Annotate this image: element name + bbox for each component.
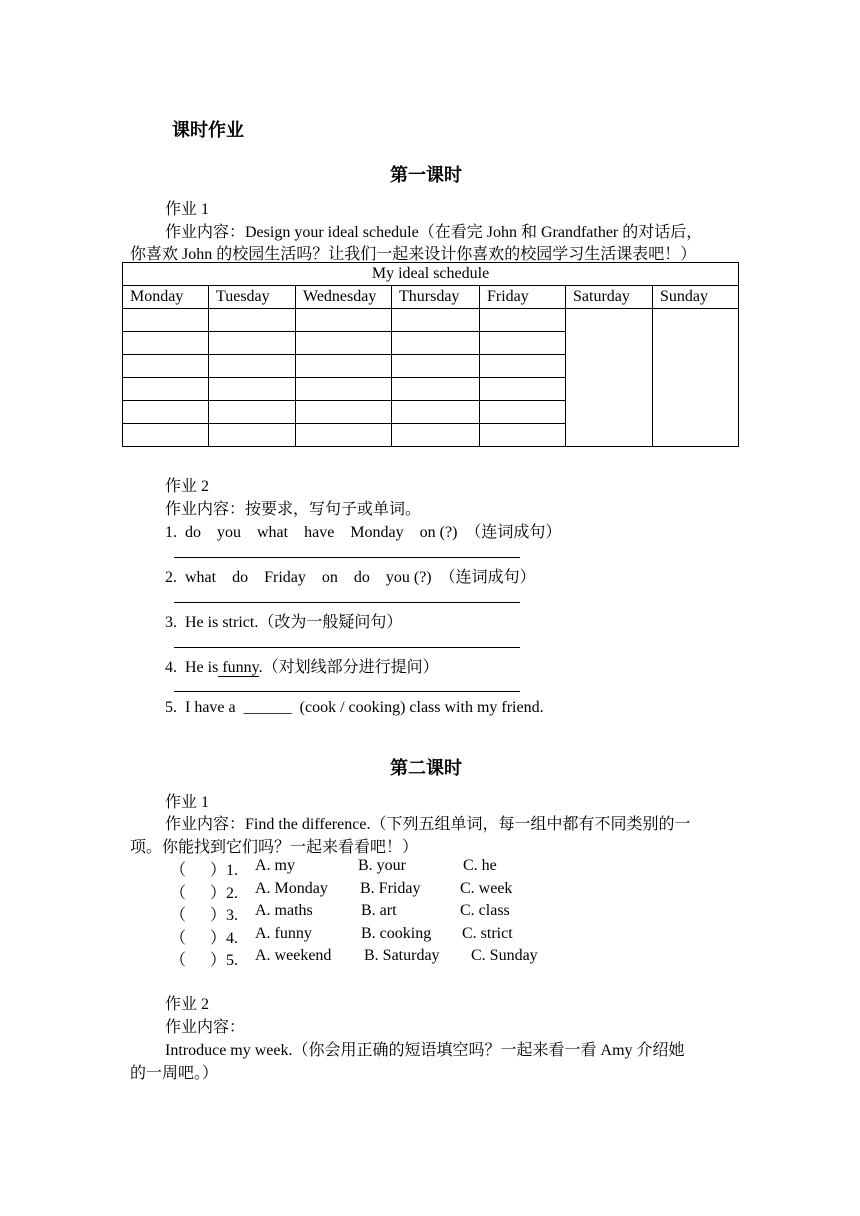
day-header: Wednesday — [296, 286, 392, 309]
schedule-cell[interactable] — [209, 401, 296, 424]
lesson1-hw1-label: 作业 1 — [165, 201, 210, 218]
lesson1-hw2-content: 作业内容：按要求，写句子或单词。 — [165, 501, 422, 518]
lesson2-hw1-content-line1: 作业内容：Find the difference.（下列五组单词，每一组中都有不同类别的一 — [165, 816, 691, 833]
schedule-cell[interactable] — [209, 309, 296, 332]
saturday-cell[interactable] — [566, 309, 653, 447]
schedule-cell[interactable] — [480, 424, 566, 447]
schedule-cell[interactable] — [480, 355, 566, 378]
schedule-cell[interactable] — [296, 355, 392, 378]
question-4-underlined-word: funny — [218, 659, 259, 676]
schedule-cell[interactable] — [123, 355, 209, 378]
schedule-cell[interactable] — [392, 309, 480, 332]
option-a: A. maths — [255, 902, 313, 919]
lesson2-hw2-label: 作业 2 — [165, 996, 210, 1013]
schedule-cell[interactable] — [123, 309, 209, 332]
lesson1-hw2-label: 作业 2 — [165, 478, 210, 495]
question-5-blank[interactable]: ______ — [243, 699, 292, 716]
day-header: Tuesday — [209, 286, 296, 309]
schedule-header-row — [123, 286, 739, 309]
day-header: Thursday — [392, 286, 480, 309]
schedule-cell[interactable] — [209, 355, 296, 378]
lesson2-hw2-intro-line2: 的一周吧。） — [130, 1065, 219, 1082]
item-number: （ ）4. — [170, 930, 239, 947]
option-b: B. Friday — [360, 880, 421, 897]
lesson2-heading: 第二课时 — [390, 758, 462, 778]
schedule-cell[interactable] — [123, 378, 209, 401]
option-a: A. funny — [255, 925, 312, 942]
schedule-cell[interactable] — [392, 355, 480, 378]
question-5-prefix: 5. I have a — [165, 699, 236, 716]
question-3: 3. He is strict.（改为一般疑问句） — [165, 614, 403, 631]
lesson2-hw1-content-line2: 项。你能找到它们吗？一起来看看吧！） — [130, 839, 419, 856]
schedule-cell[interactable] — [296, 309, 392, 332]
schedule-cell[interactable] — [296, 424, 392, 447]
page-title: 课时作业 — [172, 120, 244, 140]
schedule-cell[interactable] — [123, 424, 209, 447]
schedule-cell[interactable] — [392, 424, 480, 447]
option-a: A. Monday — [255, 880, 328, 897]
schedule-cell[interactable] — [123, 332, 209, 355]
question-5 — [165, 699, 544, 717]
item-number: （ ）3. — [170, 907, 239, 924]
schedule-cell[interactable] — [209, 378, 296, 401]
option-b: B. art — [361, 902, 397, 919]
day-header: Friday — [480, 286, 566, 309]
option-b: B. Saturday — [364, 947, 440, 964]
lesson2-hw2-intro-line1: Introduce my week.（你会用正确的短语填空吗？一起来看一看 Amy 介绍她 — [165, 1042, 685, 1059]
lesson2-hw2-content: 作业内容： — [165, 1019, 246, 1036]
option-a: A. my — [255, 857, 295, 874]
option-b: B. cooking — [361, 925, 432, 942]
lesson1-hw1-content-line2: 你喜欢 John 的校园生活吗？让我们一起来设计你喜欢的校园学习生活课表吧！） — [130, 246, 697, 263]
schedule-cell[interactable] — [392, 332, 480, 355]
option-c: C. he — [463, 857, 497, 874]
schedule-cell[interactable] — [123, 401, 209, 424]
question-4 — [165, 654, 439, 677]
item-number: （ ）1. — [170, 862, 239, 879]
schedule-cell[interactable] — [480, 401, 566, 424]
question-4-suffix: .（对划线部分进行提问） — [258, 659, 439, 676]
option-c: C. strict — [462, 925, 513, 942]
item-number: （ ）5. — [170, 952, 239, 969]
option-b: B. your — [358, 857, 406, 874]
schedule-cell[interactable] — [296, 401, 392, 424]
schedule-cell[interactable] — [480, 378, 566, 401]
lesson1-heading: 第一课时 — [390, 165, 462, 185]
sunday-cell[interactable] — [653, 309, 739, 447]
answer-line-1[interactable] — [174, 557, 520, 558]
answer-line-3[interactable] — [174, 647, 520, 648]
day-header: Saturday — [566, 286, 653, 309]
question-4-prefix: 4. He is — [165, 659, 219, 676]
answer-line-2[interactable] — [174, 602, 520, 603]
schedule-cell[interactable] — [296, 332, 392, 355]
option-c: C. class — [460, 902, 510, 919]
schedule-cell[interactable] — [209, 332, 296, 355]
item-number: （ ）2. — [170, 885, 239, 902]
table-row — [123, 309, 739, 332]
day-header: Monday — [123, 286, 209, 309]
schedule-cell[interactable] — [209, 424, 296, 447]
schedule-cell[interactable] — [480, 332, 566, 355]
schedule-cell[interactable] — [392, 401, 480, 424]
question-5-suffix: (cook / cooking) class with my friend. — [299, 699, 544, 716]
schedule-cell[interactable] — [392, 378, 480, 401]
ideal-schedule-table — [122, 262, 739, 447]
answer-line-4[interactable] — [174, 691, 520, 692]
option-a: A. weekend — [255, 947, 332, 964]
option-c: C. week — [460, 880, 513, 897]
lesson1-hw1-content-line1: 作业内容：Design your ideal schedule（在看完 John 和 Grandfather 的对话后， — [165, 224, 703, 241]
schedule-title: My ideal schedule — [123, 263, 739, 286]
day-header: Sunday — [653, 286, 739, 309]
option-c: C. Sunday — [471, 947, 538, 964]
schedule-cell[interactable] — [296, 378, 392, 401]
question-1: 1. do you what have Monday on (?) （连词成句） — [165, 524, 562, 541]
question-2: 2. what do Friday on do you (?) （连词成句） — [165, 569, 536, 586]
lesson2-hw1-label: 作业 1 — [165, 794, 210, 811]
schedule-cell[interactable] — [480, 309, 566, 332]
